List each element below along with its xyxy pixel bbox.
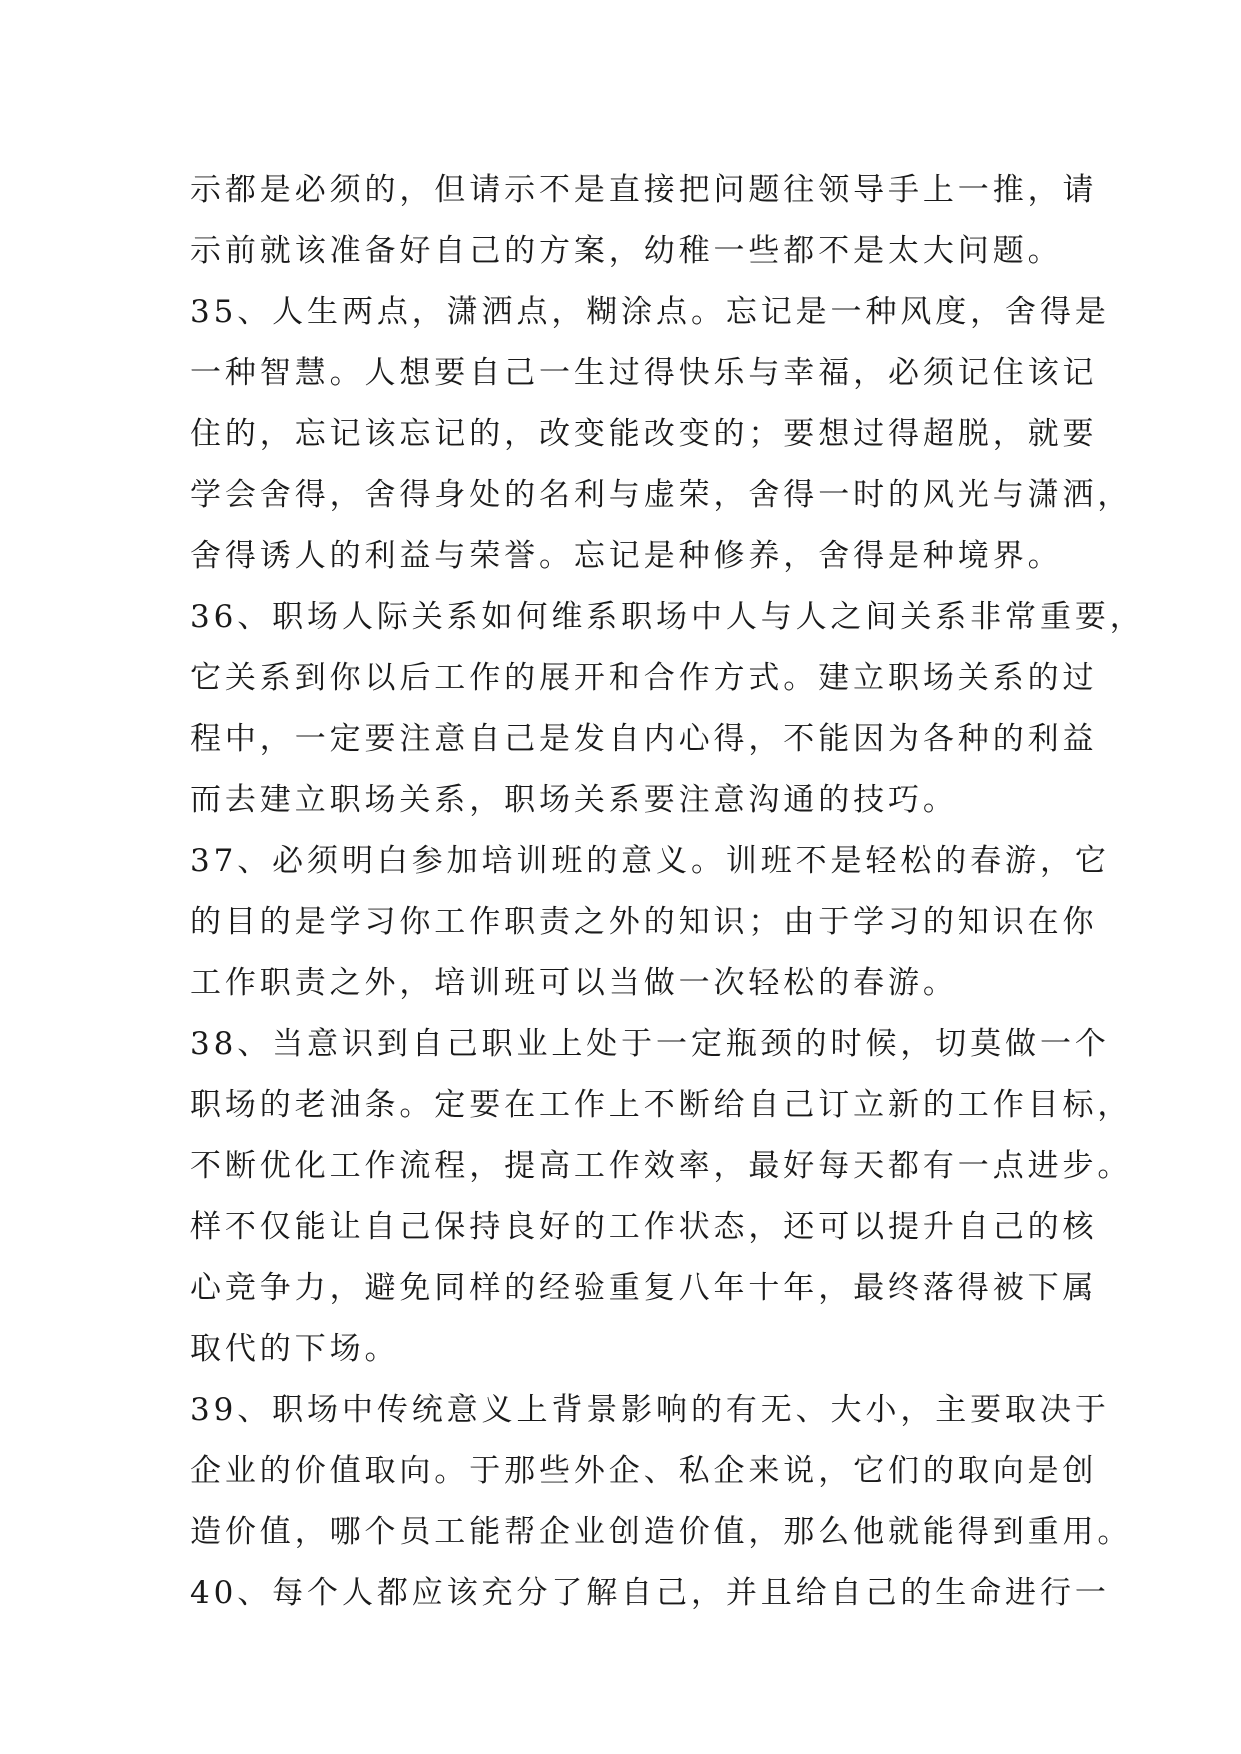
text-line: 示都是必须的，但请示不是直接把问题往领导手上一推，请 bbox=[190, 172, 1098, 208]
text-line: 而去建立职场关系，职场关系要注意沟通的技巧。 bbox=[190, 782, 958, 818]
text-line: 35、人生两点，潇洒点，糊涂点。忘记是一种风度，舍得是 bbox=[190, 294, 1110, 330]
text-line: 心竞争力，避免同样的经验重复八年十年，最终落得被下属 bbox=[190, 1270, 1098, 1306]
text-line: 37、必须明白参加培训班的意义。训班不是轻松的春游，它 bbox=[190, 843, 1110, 879]
text-line: 造价值，哪个员工能帮企业创造价值，那么他就能得到重用。 bbox=[190, 1514, 1133, 1550]
text-line: 38、当意识到自己职业上处于一定瓶颈的时候，切莫做一个 bbox=[190, 1026, 1110, 1062]
body-text bbox=[190, 160, 1145, 1624]
text-line: 的目的是学习你工作职责之外的知识；由于学习的知识在你 bbox=[190, 904, 1098, 940]
text-line: 40、每个人都应该充分了解自己，并且给自己的生命进行一 bbox=[190, 1575, 1110, 1611]
text-line: 36、职场人际关系如何维系职场中人与人之间关系非常重要， bbox=[190, 599, 1145, 635]
text-line: 样不仅能让自己保持良好的工作状态，还可以提升自己的核 bbox=[190, 1209, 1098, 1245]
text-line: 舍得诱人的利益与荣誉。忘记是种修养，舍得是种境界。 bbox=[190, 538, 1063, 574]
text-line: 企业的价值取向。于那些外企、私企来说，它们的取向是创 bbox=[190, 1453, 1098, 1489]
text-line: 一种智慧。人想要自己一生过得快乐与幸福，必须记住该记 bbox=[190, 355, 1098, 391]
text-line: 学会舍得，舍得身处的名利与虚荣，舍得一时的风光与潇洒， bbox=[190, 477, 1133, 513]
text-line: 工作职责之外，培训班可以当做一次轻松的春游。 bbox=[190, 965, 958, 1001]
text-line: 39、职场中传统意义上背景影响的有无、大小，主要取决于 bbox=[190, 1392, 1110, 1428]
text-line: 程中，一定要注意自己是发自内心得，不能因为各种的利益 bbox=[190, 721, 1098, 757]
text-line: 不断优化工作流程，提高工作效率，最好每天都有一点进步。 bbox=[190, 1148, 1133, 1184]
text-line: 取代的下场。 bbox=[190, 1331, 400, 1367]
text-line: 它关系到你以后工作的展开和合作方式。建立职场关系的过 bbox=[190, 660, 1098, 696]
text-line: 住的，忘记该忘记的，改变能改变的；要想过得超脱，就要 bbox=[190, 416, 1098, 452]
text-line: 示前就该准备好自己的方案，幼稚一些都不是太大问题。 bbox=[190, 233, 1063, 269]
text-line: 职场的老油条。定要在工作上不断给自己订立新的工作目标， bbox=[190, 1087, 1133, 1123]
